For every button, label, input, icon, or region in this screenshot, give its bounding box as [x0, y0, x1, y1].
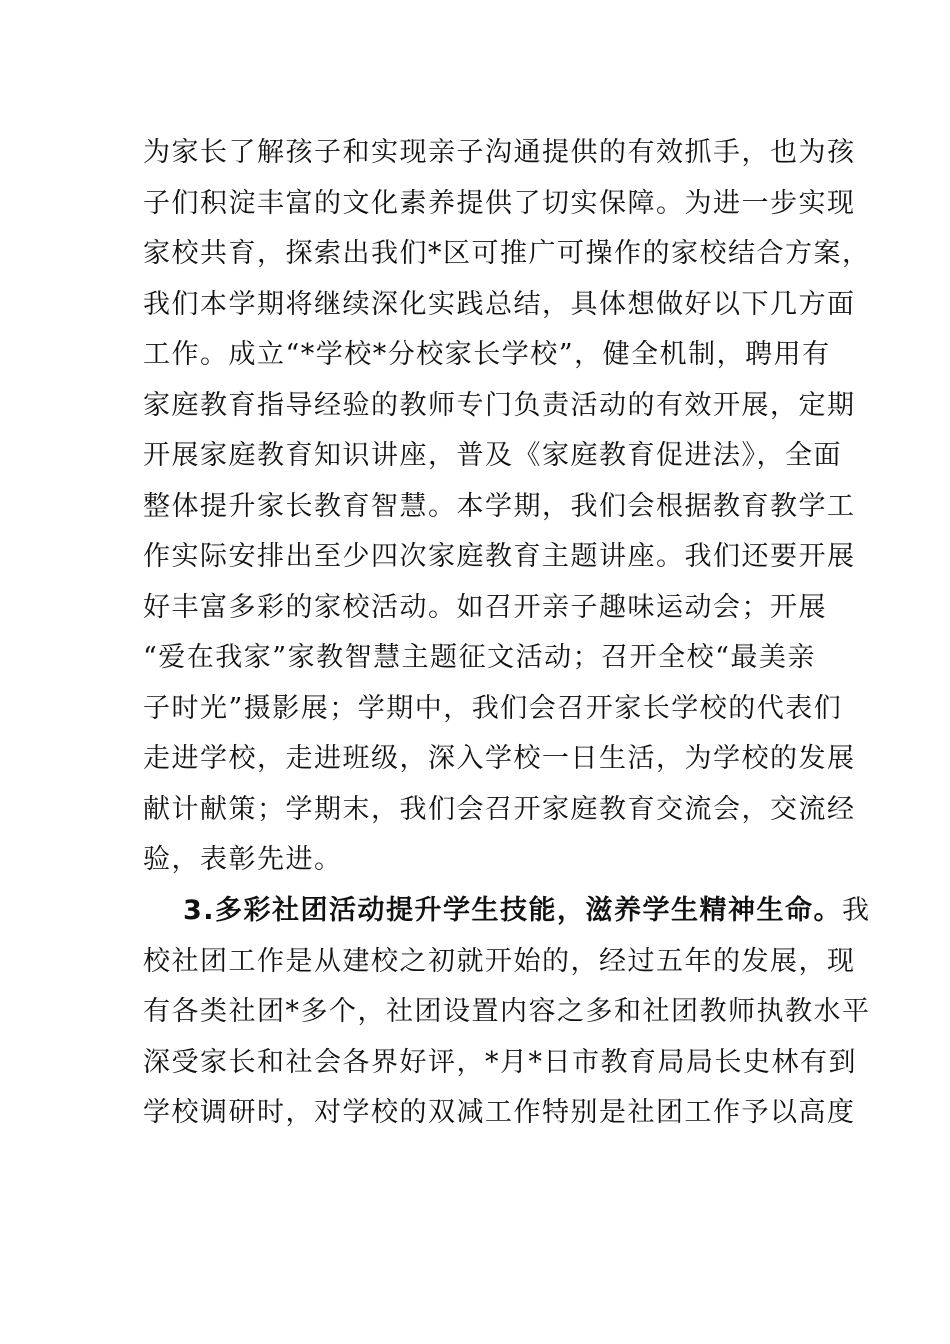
text-line: 学校调研时，对学校的双减工作特别是社团工作予以高度 — [143, 1097, 856, 1128]
paragraph-family-school-cooperation — [143, 128, 871, 886]
text-line: 家校共育，探索出我们*区可推广可操作的家校结合方案， — [143, 238, 871, 269]
text-line: 我们本学期将继续深化实践总结，具体想做好以下几方面 — [143, 288, 856, 320]
text-line: 献计献策；学期末，我们会召开家庭教育交流会，交流经 — [143, 793, 856, 825]
text-line: 验，表彰先进。 — [143, 844, 343, 875]
text-line: 有各类社团*多个，社团设置内容之多和社团教师执教水平 — [143, 996, 871, 1027]
text-line: 深受家长和社会各界好评，*月*日市教育局局长史林有到 — [143, 1046, 857, 1078]
text-line: 子时光”摄影展；学期中，我们会召开家长学校的代表们 — [143, 692, 843, 724]
text-line: 子们积淀丰富的文化素养提供了切实保障。为进一步实现 — [143, 187, 856, 219]
text-line: 作实际安排出至少四次家庭教育主题讲座。我们还要开展 — [143, 541, 856, 572]
text-line: 为家长了解孩子和实现亲子沟通提供的有效抓手，也为孩 — [143, 137, 856, 168]
section-heading-line — [143, 886, 871, 937]
text-line: 好丰富多彩的家校活动。如召开亲子趣味运动会；开展 — [143, 591, 827, 623]
text-line: “爱在我家”家教智慧主题征文活动；召开全校“最美亲 — [143, 642, 816, 673]
text-line: 整体提升家长教育智慧。本学期，我们会根据教育教学工 — [143, 490, 856, 522]
text-line: 走进学校，走进班级，深入学校一日生活，为学校的发展 — [143, 743, 856, 774]
text-line: 工作。成立“*学校*分校家长学校”，健全机制，聘用有 — [143, 339, 831, 370]
section-heading: 3.多彩社团活动提升学生技能，滋养学生精神生命。 — [183, 895, 843, 926]
text-line: 校社团工作是从建校之初就开始的，经过五年的发展，现 — [143, 945, 856, 977]
paragraph-club-activities — [143, 886, 871, 1139]
text-line: 家庭教育指导经验的教师专门负责活动的有效开展，定期 — [143, 389, 856, 421]
text-line: 开展家庭教育知识讲座，普及《家庭教育促进法》，全面 — [143, 440, 842, 471]
heading-tail-text: 我 — [842, 895, 871, 926]
